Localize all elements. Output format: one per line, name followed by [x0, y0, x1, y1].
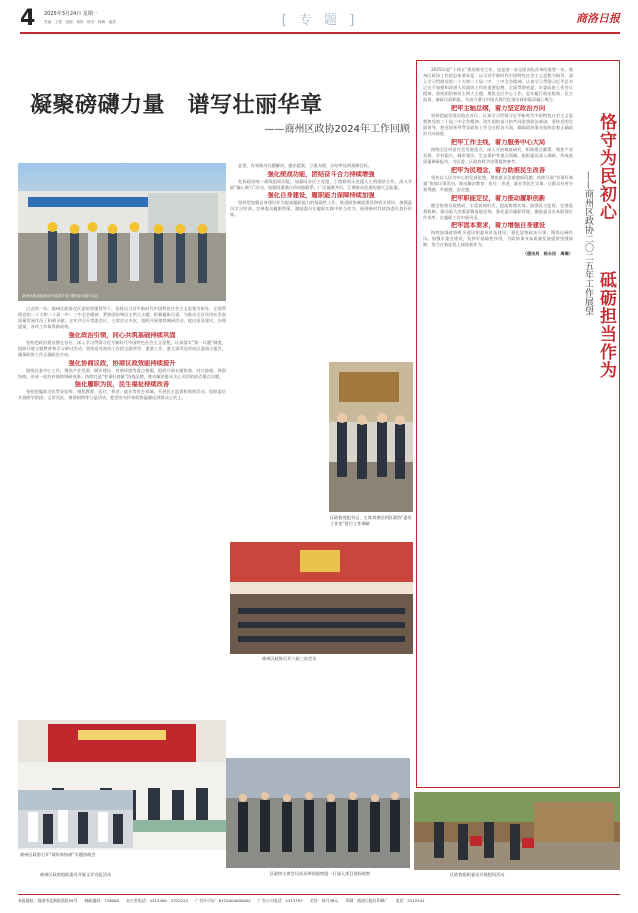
footer-ad-license: 广告许可证：6125004000002: [195, 898, 251, 903]
page-number: 4: [20, 6, 36, 31]
col1-heading-1: 强化政治引领，同心共筑基础持续巩固: [68, 331, 176, 339]
article-column-2: [230, 163, 412, 343]
sidebar-title-1: 恪守为民初心: [596, 113, 616, 221]
footer-tel: 电话：2312541: [395, 898, 425, 903]
col2-heading-2: 强化自身建设，履职能力保障持续加强: [267, 192, 375, 200]
photo-caption-overlay: 商州区政协组织部分委员开展“请你来协商”活动: [22, 294, 98, 298]
col1-intro: 过去的一年，商州区政协在区委的坚强领导下，坚持以习近平新时代中国特色社会主义思想为指导，全面贯彻党的二十大和二十届二中、三中全会精神，紧扣团结和民主两大主题，积极履职尽责，为推动全区经济社会高质量发展作出了积极贡献。全年共召开常委会议、主席会议多次，组织开展视察调研活动，提出意见建议，办理提案，各项工作取得新成效。: [18, 306, 226, 330]
headline-subtitle: ——商州区政协2024年工作回顾: [264, 124, 410, 135]
issue-date: 2025年3月24日 星期一: [44, 11, 98, 17]
footer-phone: 办公室电话：2313490 2325222: [126, 898, 189, 903]
sidebar-heading-1: 把牢主轴总纲，着力坚定政治方向: [450, 105, 546, 113]
footer-info: [18, 898, 620, 904]
caption-free-clinic: 商州区政协组织委员开展义诊送医活动: [40, 872, 112, 877]
caption-studio-visit: 区政协党组书记、主席刘善民到区政协“委员工作室”进行工作调研: [330, 515, 412, 526]
col1-text-1: 坚持把政治建设摆在首位，深入学习贯彻习近平新时代中国特色社会主义思想，认真落实“第一议题”制度，组织开展主题教育和学习研讨活动。坚持党对政协工作的全面领导，重要工作、重大事项及时向区委请示报告，确保政协工作正确政治方向。: [18, 339, 226, 358]
sidebar-text-5: 持续加强政协机关建设和委员队伍建设，强化思想政治引领，锤炼过硬作风。加强专委会建设，发挥好基础性作用，为政协事业高质量发展提供坚强保障，努力在新征程上展现新作为。: [423, 230, 573, 248]
caption-visit-condolence: 区政协组织委员开展慰问活动: [450, 872, 505, 877]
sidebar-heading-3: 把牢为民理念，着力助推民生改善: [450, 166, 546, 174]
col1-text-3: 坚持把履职为民贯穿始终，聚焦教育、医疗、养老、就业等民生领域，开展民主监督和视察活动。组织委员开展助学助困、义诊送医、捐资捐物等公益活动，把党的关怀和政协温暖送到群众心坎上。: [18, 389, 226, 401]
sidebar-text-1: 坚持把政治建设放在首位，认真学习贯彻习近平新时代中国特色社会主义思想和党的二十届三中全会精神，筑牢团结奋斗的共同思想政治基础。坚持党的全面领导，把党的领导贯穿政协工作全过程各方面，确保政协事业始终沿着正确政治方向前进。: [423, 113, 573, 137]
photo-studio-visit: [329, 362, 413, 512]
footer-printer: 印刷：商洛日报社印刷厂: [345, 898, 389, 903]
sidebar-column: [423, 67, 573, 779]
masthead-logo: 商洛日报: [576, 12, 620, 25]
col1-heading-3: 强化履职为民，民生福祉持续改善: [74, 381, 170, 389]
col2-heading-1: 强化统战功能，团结奋斗合力持续增强: [267, 170, 375, 178]
photo-project-inspection: [226, 758, 410, 868]
footer-ad-phone: 广告公司电话：2313797: [258, 898, 303, 903]
sidebar-heading-2: 把牢工作主线，着力服务中心大局: [450, 138, 546, 146]
sidebar-byline: （通讯员 杨永民 周琳）: [522, 250, 573, 256]
sidebar-subtitle: ——商州区政协二〇二五年工作展望: [583, 171, 593, 315]
sidebar-heading-5: 把牢固本要求，着力增强自身建设: [450, 222, 546, 230]
sidebar-text-2: 围绕全区经济社会发展重点，深入开展调查研究，积极建言献策。聚焦产业发展、乡村振兴、城市建设、生态保护等重点领域，组织委员深入调研，形成高质量调研报告，为区委、区政府科学决策提供参考。: [423, 146, 573, 165]
col2-text-1: 发挥政协统一战线组织功能，加强同各民主党派、工商联和无党派人士的团结合作，深入开展“凝心聚力”活动。加强同港澳台侨同胞联系，广泛凝聚共识，汇聚推动发展的强大正能量。: [230, 178, 412, 190]
headline-title: 凝聚磅礴力量 谱写壮丽华章: [30, 93, 323, 118]
sidebar-box: [416, 60, 620, 788]
caption-consultation: 商州区政协召开“请你来协商”专题协商会: [20, 852, 96, 857]
photo-outdoor-group: [18, 163, 226, 301]
caption-project-inspection: 区政协主席会议成员带领视察组一行深入项目现场视察: [269, 871, 371, 876]
header-rule: [20, 32, 620, 34]
section-label: [ 专 题 ]: [281, 13, 359, 28]
footer-zip: 邮政编码：726000: [84, 898, 119, 903]
sidebar-heading-4: 把牢职能定位，着力推动履职创新: [450, 194, 546, 202]
sidebar-intro: 2025年是“十四五”规划收官之年，也是进一步全面深化改革的重要一年。商州区政协工作的总体要求是：以习近平新时代中国特色社会主义思想为指导，深入学习贯彻党的二十大和二十届二中、三中全会精神，认真学习贯彻习近平总书记关于加强和改进人民政协工作的重要思想，全面贯彻省委、市委政协工作会议精神，坚持团结和民主两大主题，聚焦全区中心工作，忠实履行政治协商、民主监督、参政议政职能，为奋力谱写中国式现代化建设商州篇章凝心聚力。: [423, 67, 573, 103]
photo-conference-hall: [230, 542, 413, 654]
sidebar-text-4: 健全协商议政格局，丰富协商形式，提高协商实效。加强民主监督，完善监督机制，推动重大决策部署落地见效。强化委员履职管理，激励委员在本职岗位作表率、在履职工作中展风采。: [423, 202, 573, 220]
col2-intro: 意见，有效推动问题解决，提出提案，立案办理，办结率达到预期目标。: [238, 163, 373, 168]
editors-line: 责编：王强 组版：杨欣 校对：韩梅 盛漾: [44, 20, 116, 24]
footer-address: 本报地址：商洛市北新街西段59号: [18, 898, 78, 903]
footer-price: 定价：每月36元: [309, 898, 339, 903]
photo-free-clinic: [18, 790, 133, 848]
caption-conference-hall: 商州区政协召开六届三次会议: [262, 656, 317, 661]
photo-visit-condolence: [414, 792, 620, 870]
sidebar-title-2: 砥砺担当作为: [596, 271, 616, 379]
col1-text-2: 围绕区委中心工作，聚焦产业发展、城乡建设、营商环境等重点课题，组织开展专题协商、对口协商、界别协商，形成一批有价值的调研成果。持续打造“有事好商量”协商品牌，推动解决群众关心关切的热点难点问题。: [18, 367, 226, 379]
footer-rule: [18, 894, 620, 895]
col2-text-2: 坚持把加强自身建设作为提高履职能力的基础性工作，推进政协制度建设和机关建设。加强委员学习培训，完善委员履职档案，激励委员在履职实践中担当作为，展现新时代政协委员良好形象。: [230, 200, 412, 218]
col1-heading-2: 强化协商议政，协商议政效能持续提升: [68, 359, 176, 367]
sidebar-text-3: 坚持以人民为中心的发展思想，聚焦群众急难愁盼问题，持续开展“有事好商量”协商议事活动，推动解决教育、医疗、养老、就业等民生实事，让群众有更多获得感、幸福感、安全感。: [423, 174, 573, 192]
